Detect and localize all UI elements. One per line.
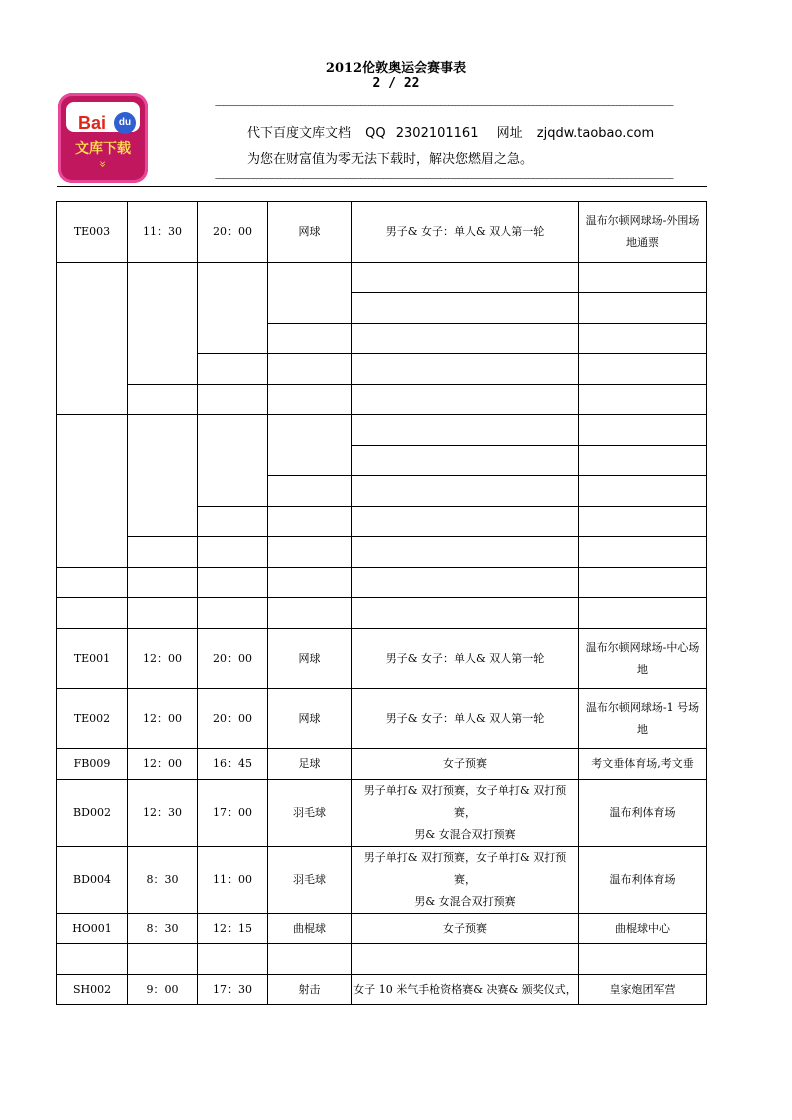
event-desc: 男子& 女子：单人& 双人第一轮 bbox=[352, 202, 579, 263]
event-desc: 男子& 女子：单人& 双人第一轮 bbox=[352, 689, 579, 749]
venue: 皇家炮团军营 bbox=[579, 975, 707, 1005]
header-rule bbox=[57, 186, 707, 187]
event-desc: 男子单打& 双打预赛，女子单打& 双打预赛， 男& 女混合双打预赛 bbox=[352, 847, 579, 914]
ad-site-link[interactable]: zjqdw.taobao.com bbox=[536, 126, 655, 141]
venue: 曲棍球中心 bbox=[579, 914, 707, 944]
event-code: BD004 bbox=[57, 847, 128, 914]
sport: 射击 bbox=[268, 975, 352, 1005]
tilde-divider-bottom: ~~~~~~~~~~~~~~~~~~~~~~~~~~~~~~~~~~~~~~~~~~~~~~~~~~~~~~~~~~~~~~~~~~~~~~~~~~~~~~~~~~~~~~~~~~~~~~~~~~~~~~~~~~~~~~~~~~~~~~~~ bbox=[215, 174, 673, 183]
venue: 温布尔顿网球场-中心场 地 bbox=[579, 629, 707, 689]
logo-brand-text: Bai bbox=[78, 113, 107, 133]
end-time: 20：00 bbox=[198, 689, 268, 749]
start-time: 11：30 bbox=[128, 202, 198, 263]
event-code: BD002 bbox=[57, 780, 128, 847]
end-time: 16：45 bbox=[198, 749, 268, 780]
empty-row bbox=[57, 263, 707, 293]
end-time: 20：00 bbox=[198, 629, 268, 689]
venue: 考文垂体育场,考文垂 bbox=[579, 749, 707, 780]
table-row bbox=[57, 975, 707, 1005]
empty-row bbox=[57, 568, 707, 598]
ad-site-label: 网址 bbox=[496, 126, 523, 141]
empty-row bbox=[57, 944, 707, 975]
venue: 温布尔顿网球场-1 号场 地 bbox=[579, 689, 707, 749]
event-desc: 男子& 女子：单人& 双人第一轮 bbox=[352, 629, 579, 689]
ad-service: 代下百度文库文档 bbox=[247, 126, 352, 141]
event-code: FB009 bbox=[57, 749, 128, 780]
table-row bbox=[57, 780, 707, 847]
venue: 温布尔顿网球场-外围场 地通票 bbox=[579, 202, 707, 263]
logo-subtitle: 文库下载 bbox=[75, 141, 131, 157]
page-number: 2 / 22 bbox=[372, 76, 420, 91]
baidu-wenku-logo bbox=[58, 93, 148, 183]
ad-qq-label: QQ bbox=[365, 126, 386, 141]
end-time: 17：30 bbox=[198, 975, 268, 1005]
event-code: TE002 bbox=[57, 689, 128, 749]
empty-row bbox=[57, 415, 707, 446]
end-time: 12：15 bbox=[198, 914, 268, 944]
start-time: 12：00 bbox=[128, 689, 198, 749]
ad-line-1 bbox=[247, 122, 664, 141]
empty-row bbox=[57, 537, 707, 568]
venue: 温布利体育场 bbox=[579, 780, 707, 847]
sport: 网球 bbox=[268, 629, 352, 689]
start-time: 12：00 bbox=[128, 629, 198, 689]
sport: 网球 bbox=[268, 202, 352, 263]
empty-row bbox=[57, 385, 707, 415]
ad-qq-number: 2302101161 bbox=[395, 126, 479, 141]
start-time: 8：30 bbox=[128, 914, 198, 944]
start-time: 12：00 bbox=[128, 749, 198, 780]
end-time: 17：00 bbox=[198, 780, 268, 847]
start-time: 12：30 bbox=[128, 780, 198, 847]
chevron-down-icon: » bbox=[96, 160, 110, 168]
start-time: 9：00 bbox=[128, 975, 198, 1005]
event-desc: 男子单打& 双打预赛，女子单打& 双打预赛， 男& 女混合双打预赛 bbox=[352, 780, 579, 847]
empty-row bbox=[57, 598, 707, 629]
table-row bbox=[57, 749, 707, 780]
start-time: 8：30 bbox=[128, 847, 198, 914]
event-desc: 女子预赛 bbox=[352, 914, 579, 944]
page-title: 2012伦敦奥运会赛事表 bbox=[325, 61, 467, 76]
table-row bbox=[57, 914, 707, 944]
end-time: 20：00 bbox=[198, 202, 268, 263]
table-row bbox=[57, 847, 707, 914]
event-code: SH002 bbox=[57, 975, 128, 1005]
ad-line-2: 为您在财富值为零无法下载时，解决您燃眉之急。 bbox=[247, 152, 534, 167]
sport: 曲棍球 bbox=[268, 914, 352, 944]
schedule-table bbox=[56, 201, 707, 1005]
event-code: HO001 bbox=[57, 914, 128, 944]
table-row bbox=[57, 689, 707, 749]
event-code: TE003 bbox=[57, 202, 128, 263]
event-code: TE001 bbox=[57, 629, 128, 689]
event-desc: 女子预赛 bbox=[352, 749, 579, 780]
table-row bbox=[57, 629, 707, 689]
end-time: 11：00 bbox=[198, 847, 268, 914]
sport: 网球 bbox=[268, 689, 352, 749]
sport: 羽毛球 bbox=[268, 780, 352, 847]
table-row bbox=[57, 202, 707, 263]
sport: 足球 bbox=[268, 749, 352, 780]
tilde-divider-top: ~~~~~~~~~~~~~~~~~~~~~~~~~~~~~~~~~~~~~~~~~~~~~~~~~~~~~~~~~~~~~~~~~~~~~~~~~~~~~~~~~~~~~~~~~~~~~~~~~~~~~~~~~~~~~~~~~~~~~~~~ bbox=[215, 101, 673, 110]
sport: 羽毛球 bbox=[268, 847, 352, 914]
logo-paw-icon: du bbox=[114, 112, 136, 134]
event-desc: 女子 10 米气手枪资格赛& 决赛& 颁奖仪式， bbox=[352, 975, 579, 1005]
venue: 温布利体育场 bbox=[579, 847, 707, 914]
